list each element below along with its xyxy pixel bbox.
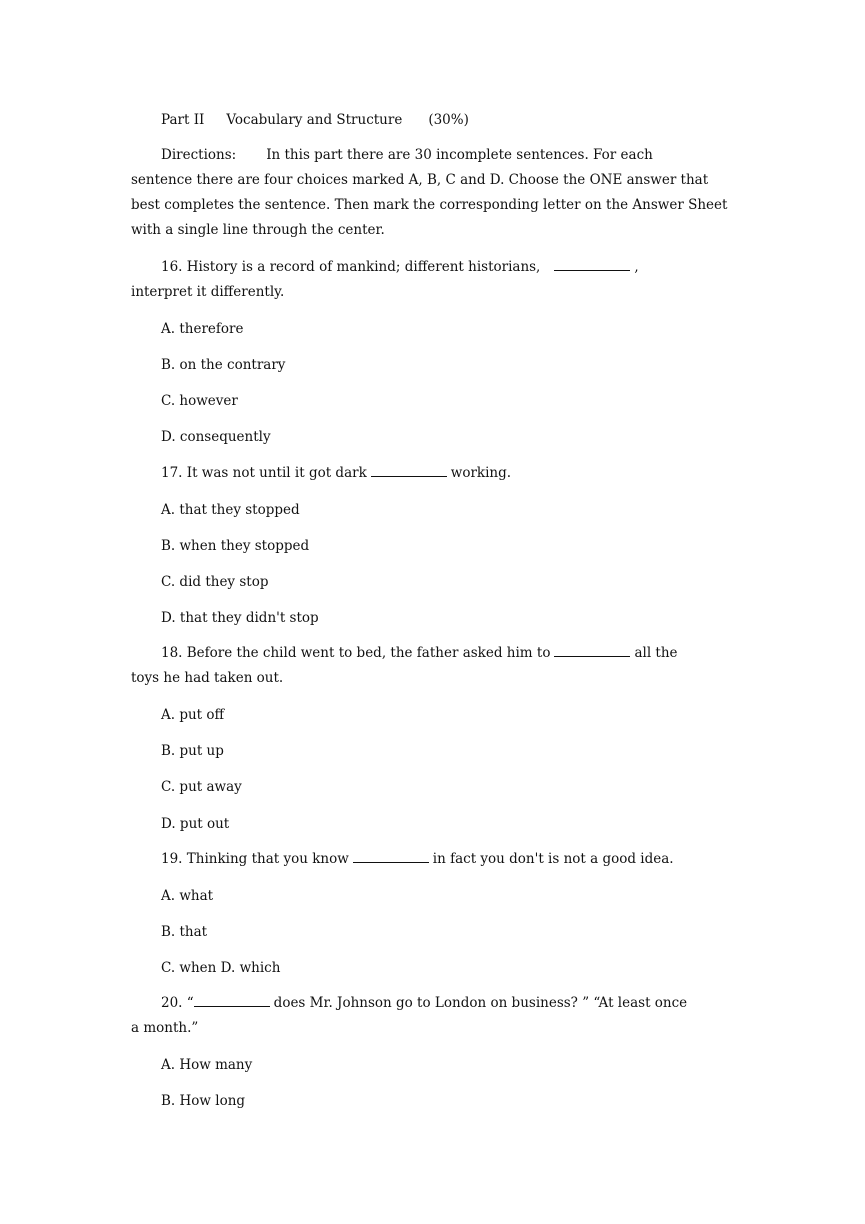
option-20-b: B. How long bbox=[161, 1093, 246, 1109]
option-16-d: D. consequently bbox=[161, 429, 271, 445]
question-stem: 17. It was not until it got dark working. bbox=[161, 465, 512, 481]
answer-blank bbox=[353, 849, 429, 863]
option-17-c: C. did they stop bbox=[161, 574, 269, 590]
question-stem: 19. Thinking that you know in fact you don't is not a good idea. bbox=[161, 851, 674, 867]
option-16-b: B. on the contrary bbox=[161, 357, 286, 373]
question-stem: 18. Before the child went to bed, the father asked him to all the bbox=[161, 645, 678, 661]
directions-line-3: best completes the sentence. Then mark the corresponding letter on the Answer Sheet bbox=[131, 197, 728, 213]
answer-blank bbox=[194, 993, 270, 1007]
part-title: Vocabulary and Structure bbox=[226, 112, 403, 128]
answer-blank bbox=[371, 463, 447, 477]
question-20 bbox=[131, 991, 726, 1041]
option-18-c: C. put away bbox=[161, 779, 242, 795]
answer-blank bbox=[554, 643, 630, 657]
question-stem-line-2: a month.” bbox=[131, 1020, 199, 1036]
question-18 bbox=[131, 641, 726, 691]
option-20-a: A. How many bbox=[161, 1057, 253, 1073]
question-stem-line-2: toys he had taken out. bbox=[131, 670, 284, 686]
option-16-a: A. therefore bbox=[161, 321, 244, 337]
directions-line-4: with a single line through the center. bbox=[131, 222, 385, 238]
option-17-d: D. that they didn't stop bbox=[161, 610, 319, 626]
option-16-c: C. however bbox=[161, 393, 238, 409]
question-stem-line-2: interpret it differently. bbox=[131, 284, 285, 300]
option-19-a: A. what bbox=[161, 888, 214, 904]
option-19-b: B. that bbox=[161, 924, 208, 940]
option-17-a: A. that they stopped bbox=[161, 502, 300, 518]
question-19 bbox=[131, 847, 726, 872]
directions-line-1: Directions: In this part there are 30 incomplete sentences. For each bbox=[161, 147, 653, 163]
option-18-a: A. put off bbox=[161, 707, 225, 723]
part-weight: (30%) bbox=[428, 112, 469, 128]
option-18-d: D. put out bbox=[161, 816, 230, 832]
directions-label: Directions: bbox=[161, 147, 237, 163]
question-16 bbox=[131, 255, 726, 305]
part-heading bbox=[131, 108, 756, 133]
question-stem: 20. “ does Mr. Johnson go to London on business? ” “At least once bbox=[161, 995, 688, 1011]
option-19-c: C. when D. which bbox=[161, 960, 281, 976]
option-17-b: B. when they stopped bbox=[161, 538, 310, 554]
answer-blank bbox=[554, 257, 630, 271]
option-18-b: B. put up bbox=[161, 743, 224, 759]
question-17 bbox=[131, 461, 726, 486]
directions-line-2: sentence there are four choices marked A, B, C and D. Choose the ONE answer that bbox=[131, 172, 709, 188]
part-label: Part II bbox=[161, 112, 205, 128]
question-stem: 16. History is a record of mankind; different historians, , bbox=[161, 259, 639, 275]
directions bbox=[131, 143, 726, 243]
